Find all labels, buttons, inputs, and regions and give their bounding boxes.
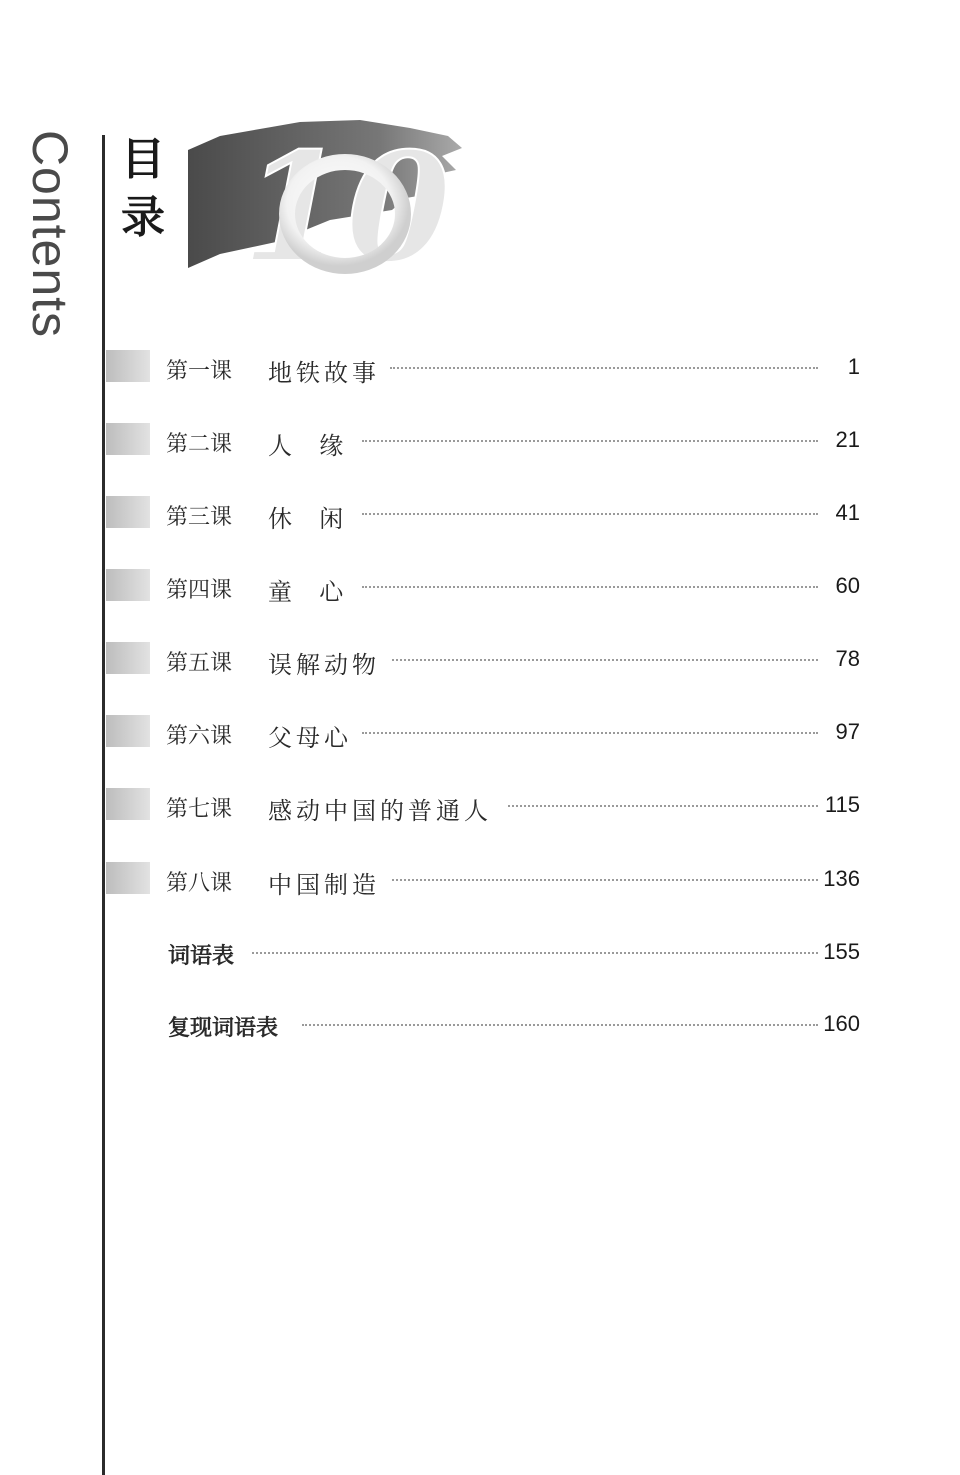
appendix-title: 复现词语表: [168, 1016, 279, 1041]
lesson-title: 人 缘: [268, 432, 348, 460]
toc-entry-lesson-1[interactable]: [0, 348, 960, 392]
lesson-title: 误解动物: [268, 651, 380, 679]
lesson-marker: [106, 496, 150, 528]
lesson-number: 第一课: [166, 359, 233, 384]
lesson-marker: [106, 788, 150, 820]
dot-leader: [252, 952, 818, 954]
book-number-digits: 10: [242, 120, 451, 290]
dot-leader: [362, 586, 818, 588]
lesson-marker: [106, 350, 150, 382]
contents-side-label: [20, 129, 80, 339]
lesson-title: 童 心: [268, 578, 348, 606]
lesson-marker: [106, 423, 150, 455]
dot-leader: [302, 1024, 818, 1026]
appendix-title: 词语表: [168, 944, 235, 969]
toc-entry-vocabulary[interactable]: [0, 933, 960, 977]
contents-text: Contents: [22, 129, 78, 339]
lesson-marker: [106, 642, 150, 674]
title-char-2: 录: [121, 192, 165, 243]
page-number: 155: [823, 939, 860, 964]
title-char-1: 目: [121, 134, 165, 185]
page-number: 41: [835, 500, 860, 525]
toc-entry-lesson-7[interactable]: [0, 786, 960, 830]
toc-entry-review-vocabulary[interactable]: [0, 1005, 960, 1049]
lesson-title: 父母心: [268, 724, 352, 752]
lesson-number: 第六课: [166, 724, 233, 749]
page-number: 1: [847, 354, 860, 379]
page-number: 60: [835, 573, 860, 598]
dot-leader: [392, 879, 818, 881]
lesson-number: 第七课: [166, 797, 233, 822]
dot-leader: [390, 367, 818, 369]
lesson-title: 中国制造: [268, 871, 380, 899]
page-number: 97: [835, 719, 860, 744]
toc-entry-lesson-2[interactable]: [0, 421, 960, 465]
toc-entry-lesson-5[interactable]: [0, 640, 960, 684]
lesson-title: 地铁故事: [268, 359, 380, 387]
lesson-number: 第三课: [166, 505, 233, 530]
page-number: 136: [823, 866, 860, 891]
lesson-marker: [106, 862, 150, 894]
lesson-number: 第二课: [166, 432, 233, 457]
lesson-marker: [106, 715, 150, 747]
lesson-title: 休 闲: [268, 505, 348, 533]
dot-leader: [362, 440, 818, 442]
page-number: 78: [835, 646, 860, 671]
dot-leader: [362, 513, 818, 515]
lesson-marker: [106, 569, 150, 601]
toc-entry-lesson-3[interactable]: [0, 494, 960, 538]
page-number: 21: [835, 427, 860, 452]
page-number: 115: [824, 792, 860, 817]
toc-entry-lesson-6[interactable]: [0, 713, 960, 757]
lesson-number: 第八课: [166, 871, 233, 896]
lesson-number: 第五课: [166, 651, 233, 676]
dot-leader: [392, 659, 818, 661]
book-number-logo: [180, 110, 480, 290]
lesson-number: 第四课: [166, 578, 233, 603]
dot-leader: [362, 732, 818, 734]
dot-leader: [508, 805, 818, 807]
toc-entry-lesson-8[interactable]: [0, 860, 960, 904]
lesson-title: 感动中国的普通人: [268, 797, 492, 825]
toc-entry-lesson-4[interactable]: [0, 567, 960, 611]
page-number: 160: [823, 1011, 860, 1036]
